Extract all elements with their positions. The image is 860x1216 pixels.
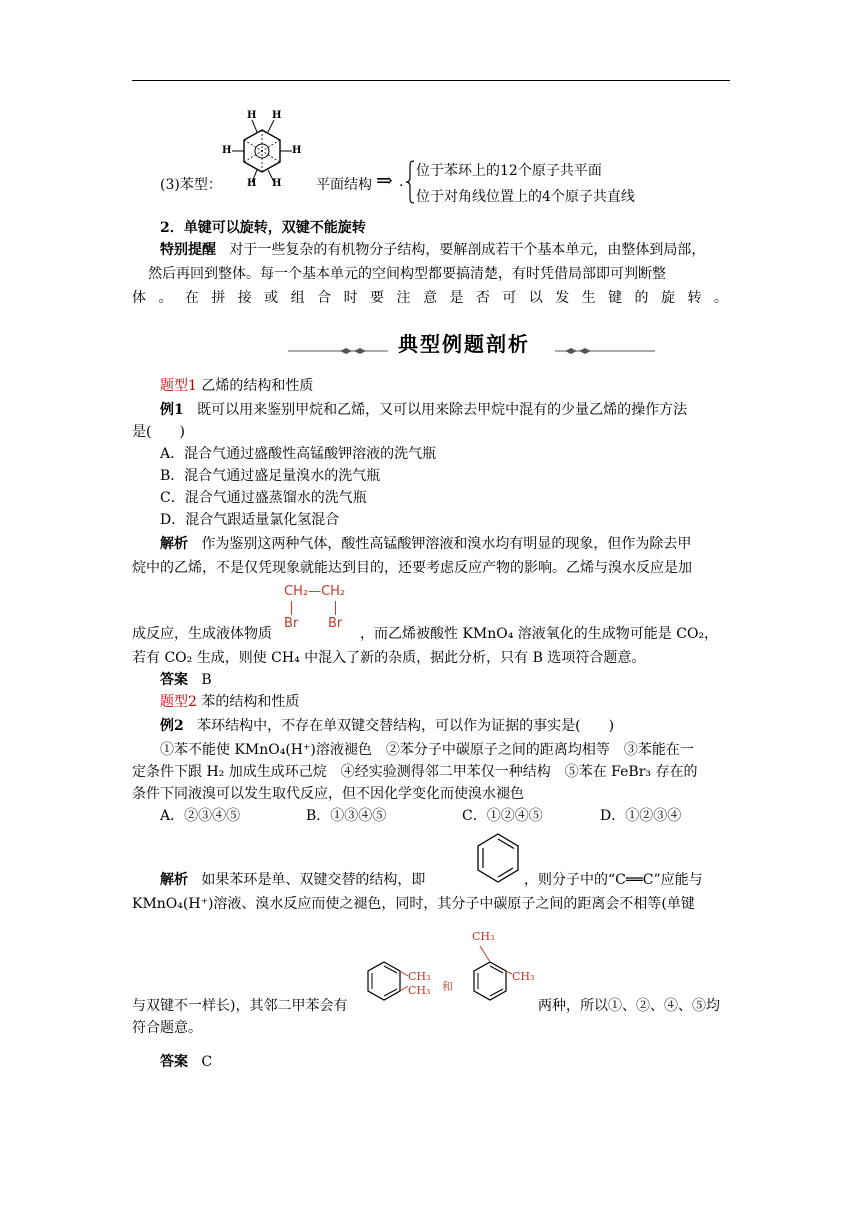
header-rule xyxy=(132,80,730,81)
analysis-2-label: 解析 xyxy=(160,872,188,888)
analysis-2-line-1 xyxy=(160,870,425,890)
benzene-type-label: (3)苯型： xyxy=(160,177,222,193)
h-atom: H xyxy=(292,145,302,156)
h-atom: H xyxy=(247,178,257,189)
h-atom: H xyxy=(247,110,257,121)
example-1-question: 既可以用来鉴别甲烷和乙烯，又可以用来除去甲烷中混有的少量乙烯的操作方法 xyxy=(197,402,688,418)
answer-1-value: B xyxy=(201,672,212,688)
example-2-statement-line-2: 定条件下跟 H₂ 加成生成环己烷 ④经实验测得邻二甲苯仅一种结构 ⑤苯在 FeBr₃ 存在的 xyxy=(132,764,698,780)
example-1-question-line-2: 是( ) xyxy=(132,424,185,440)
answer-2-value: C xyxy=(201,1054,213,1070)
ch3-label: CH₃ xyxy=(408,970,431,983)
h-atom: H xyxy=(272,110,282,121)
example-1-option-b: B．混合气通过盛足量溴水的洗气瓶 xyxy=(160,468,381,484)
tip-paragraph-line-2: 然后再回到整体。每一个基本单元的空间构型都要搞清楚，有时凭借局部即可判断整 xyxy=(148,266,666,282)
answer-2-label: 答案 xyxy=(160,1054,188,1070)
analysis-1-line-2: 烷中的乙烯，不是仅凭现象就能达到目的，还要考虑反应产物的影响。乙烯与溴水反应是加 xyxy=(132,560,692,576)
example-1-option-c: C．混合气通过盛蒸馏水的洗气瓶 xyxy=(160,490,367,506)
tip-label: 特别提醒 xyxy=(160,242,216,258)
ch3-label: CH₃ xyxy=(512,970,535,983)
example-2-option-b: B．①③④⑤ xyxy=(306,808,387,824)
h-atom: H xyxy=(272,178,282,189)
benzene-structure-figure xyxy=(222,110,302,192)
analysis-1-line-1 xyxy=(160,534,691,554)
example-2-statement-line-3: 条件下同液溴可以发生取代反应，但不因化学变化而使溴水褪色 xyxy=(132,786,524,802)
example-2-option-d: D．①②③④ xyxy=(600,808,682,824)
analysis-2-line-3-post: 两种，所以①、②、④、⑤均 xyxy=(538,998,720,1014)
section-divider-left xyxy=(288,342,388,348)
example-1-option-d: D．混合气跟适量氯化氢混合 xyxy=(160,512,340,528)
example-1-label: 例1 xyxy=(160,402,184,418)
formula-br-left: Br xyxy=(284,616,299,631)
answer-2 xyxy=(160,1052,212,1072)
analysis-2-line-1-post: ，则分子中的“C══C”应能与 xyxy=(524,872,703,888)
type-2-tag: 题型2 xyxy=(160,694,197,710)
section-title: 典型例题剖析 xyxy=(398,332,530,356)
example-2-label: 例2 xyxy=(160,718,184,734)
brace-point-1: 位于苯环上的12个原子共平面 xyxy=(416,163,602,179)
analysis-1-line-3-pre: 成反应，生成液体物质 xyxy=(132,626,272,642)
kekule-benzene-icon xyxy=(474,830,522,886)
type-2-title: 苯的结构和性质 xyxy=(201,694,300,710)
rule-2-heading: 2．单键可以旋转，双键不能旋转 xyxy=(160,220,366,236)
analysis-1-line-4: 若有 CO₂ 生成，则使 CH₄ 中混入了新的杂质，据此分析，只有 B 选项符合题意。 xyxy=(132,650,646,666)
ch3-label: CH₃ xyxy=(408,984,431,997)
example-2-option-a: A．②③④⑤ xyxy=(160,808,241,824)
tip-paragraph-line-1 xyxy=(160,240,705,260)
example-1-option-a: A．混合气通过盛酸性高锰酸钾溶液的洗气瓶 xyxy=(160,446,437,462)
example-2-question xyxy=(160,716,614,736)
example-2-statement-line-1: ①苯不能使 KMnO₄(H⁺)溶液褪色 ②苯分子中碳原子之间的距离均相等 ③苯能在一 xyxy=(160,742,694,758)
o-xylene-structures xyxy=(362,928,540,1020)
section-divider-right xyxy=(555,342,655,348)
type-1-tag: 题型1 xyxy=(160,378,197,394)
and-label: 和 xyxy=(442,980,453,993)
ch3-label: CH₃ xyxy=(472,930,495,943)
tip-paragraph-line-3: 体 。 在 拼 接 或 组 合 时 要 注 意 是 否 可 以 发 生 键 的 旋 转 。 xyxy=(132,290,729,306)
analysis-2-line-4: 符合题意。 xyxy=(132,1020,202,1036)
type-2-heading xyxy=(160,692,299,712)
analysis-2-text: 如果苯环是单、双键交替的结构，即 xyxy=(201,872,426,888)
tip-text: 对于一些复杂的有机物分子结构，要解剖成若干个基本单元，由整体到局部， xyxy=(229,242,706,258)
example-1-question-line-1 xyxy=(160,400,687,420)
type-1-heading xyxy=(160,376,313,396)
benzene-h-diagram xyxy=(222,110,302,192)
type-1-title: 乙烯的结构和性质 xyxy=(201,378,314,394)
analysis-1-text: 作为鉴别这两种气体，酸性高锰酸钾溶液和溴水均有明显的现象，但作为除去甲 xyxy=(201,536,692,552)
answer-1 xyxy=(160,670,212,690)
formula-br-right: Br xyxy=(328,616,343,631)
h-atom: H xyxy=(222,145,232,156)
analysis-2-line-3-pre: 与双键不一样长)，其邻二甲苯会有 xyxy=(132,998,348,1014)
example-2-question-text: 苯环结构中，不存在单双键交替结构，可以作为证据的事实是( ) xyxy=(197,718,615,734)
analysis-1-line-3-post: ，而乙烯被酸性 KMnO₄ 溶液氧化的生成物可能是 CO₂， xyxy=(360,626,719,642)
dibromoethane-formula xyxy=(284,584,360,636)
planar-structure-label: 平面结构 xyxy=(316,177,372,193)
brace-icon xyxy=(405,160,415,204)
answer-1-label: 答案 xyxy=(160,672,188,688)
implies-arrow-icon: ⇒ xyxy=(376,168,393,192)
analysis-1-label: 解析 xyxy=(160,536,188,552)
brace-point-2: 位于对角线位置上的4个原子共直线 xyxy=(416,189,635,205)
example-2-option-c: C．①②④⑤ xyxy=(462,808,543,824)
analysis-2-line-2: KMnO₄(H⁺)溶液、溴水反应而使之褪色，同时，其分子中碳原子之间的距离会不相等(单键 xyxy=(132,896,695,912)
formula-ch2-ch2: CH₂—CH₂ xyxy=(284,584,346,599)
